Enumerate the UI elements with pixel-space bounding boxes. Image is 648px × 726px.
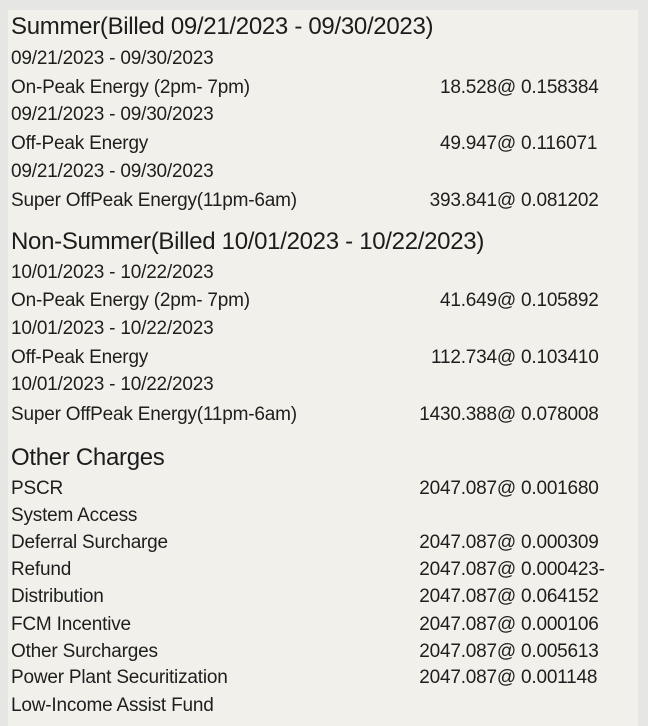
charge-quantity: 2047.087@ — [419, 586, 516, 607]
charge-rate: 0.103410 — [521, 347, 599, 368]
charge-quantity: 393.841@ — [429, 190, 516, 211]
charge-rate: 0.064152 — [521, 586, 599, 607]
charge-quantity: 18.528@ — [439, 77, 516, 98]
other-charge-other-surcharges — [11, 641, 638, 667]
other-charge-refund — [11, 559, 638, 585]
period-text: 10/01/2023 - 10/22/2023 — [11, 318, 214, 339]
summer-period-3 — [11, 161, 638, 187]
charge-quantity: 1430.388@ — [419, 404, 516, 425]
non-summer-charge-off-peak — [11, 347, 638, 373]
summer-charge-on-peak — [11, 77, 638, 103]
charge-label: Off-Peak Energy — [11, 133, 149, 154]
charge-quantity: 49.947@ — [439, 133, 516, 154]
charge-rate: 0.116071 — [521, 133, 598, 154]
charge-rate: 0.005613 — [521, 641, 599, 662]
charge-rate: 0.078008 — [521, 404, 599, 425]
charge-label: Off-Peak Energy — [11, 347, 149, 368]
other-charge-distribution — [11, 586, 638, 612]
charge-quantity: 2047.087@ — [419, 478, 516, 499]
summer-period-1 — [11, 48, 638, 74]
period-text: 10/01/2023 - 10/22/2023 — [11, 262, 214, 283]
charge-label: Deferral Surcharge — [11, 532, 168, 553]
other-charge-deferral-surcharge — [11, 532, 638, 558]
other-charge-pscr — [11, 478, 638, 504]
charge-rate: 0.000106 — [521, 614, 599, 635]
charge-label: FCM Incentive — [11, 614, 131, 635]
period-text: 10/01/2023 - 10/22/2023 — [11, 374, 214, 395]
charge-label: Power Plant Securitization — [11, 667, 228, 688]
bill-charges-panel — [8, 10, 638, 726]
charge-rate: 0.158384 — [521, 77, 599, 98]
period-text: 09/21/2023 - 09/30/2023 — [11, 104, 214, 125]
non-summer-charge-on-peak — [11, 290, 638, 316]
charge-quantity: 41.649@ — [439, 290, 516, 311]
charge-quantity: 2047.087@ — [419, 532, 516, 553]
non-summer-section-title: Non-Summer(Billed 10/01/2023 - 10/22/2023) — [11, 228, 485, 255]
charge-label: Low-Income Assist Fund — [11, 695, 214, 716]
charge-quantity: 2047.087@ — [419, 641, 516, 662]
charge-rate: 0.105892 — [521, 290, 599, 311]
summer-section-title: Summer(Billed 09/21/2023 - 09/30/2023) — [11, 13, 434, 40]
other-charge-low-income-assist-fund — [11, 695, 638, 721]
charge-label: Refund — [11, 559, 72, 580]
charge-label: Distribution — [11, 586, 104, 607]
other-charges-section-title: Other Charges — [11, 444, 165, 471]
charge-rate: 0.001680 — [521, 478, 599, 499]
non-summer-period-1 — [11, 262, 638, 288]
charge-label: Super OffPeak Energy(11pm-6am) — [11, 404, 297, 425]
charge-rate: 0.000423- — [521, 559, 605, 580]
summer-period-2 — [11, 104, 638, 130]
period-text: 09/21/2023 - 09/30/2023 — [11, 48, 214, 69]
other-charge-fcm-incentive — [11, 614, 638, 640]
charge-quantity: 112.734@ — [431, 347, 516, 368]
charge-label: Super OffPeak Energy(11pm-6am) — [11, 190, 297, 211]
charge-rate: 0.000309 — [521, 532, 599, 553]
charge-rate: 0.081202 — [521, 190, 599, 211]
other-charge-power-plant-securitization — [11, 667, 638, 693]
charge-label: PSCR — [11, 478, 63, 499]
charge-rate: 0.001148 — [521, 667, 598, 688]
period-text: 09/21/2023 - 09/30/2023 — [11, 161, 214, 182]
charge-quantity: 2047.087@ — [419, 614, 516, 635]
summer-charge-off-peak — [11, 133, 638, 159]
charge-label: System Access — [11, 505, 138, 526]
summer-charge-super-off-peak — [11, 190, 638, 216]
other-charge-system-access — [11, 505, 638, 531]
charge-quantity: 2047.087@ — [419, 559, 516, 580]
charge-quantity: 2047.087@ — [419, 667, 516, 688]
non-summer-period-3 — [11, 374, 638, 400]
charge-label: On-Peak Energy (2pm- 7pm) — [11, 290, 250, 311]
charge-label: On-Peak Energy (2pm- 7pm) — [11, 77, 250, 98]
non-summer-charge-super-off-peak — [11, 404, 638, 430]
charge-label: Other Surcharges — [11, 641, 158, 662]
non-summer-period-2 — [11, 318, 638, 344]
